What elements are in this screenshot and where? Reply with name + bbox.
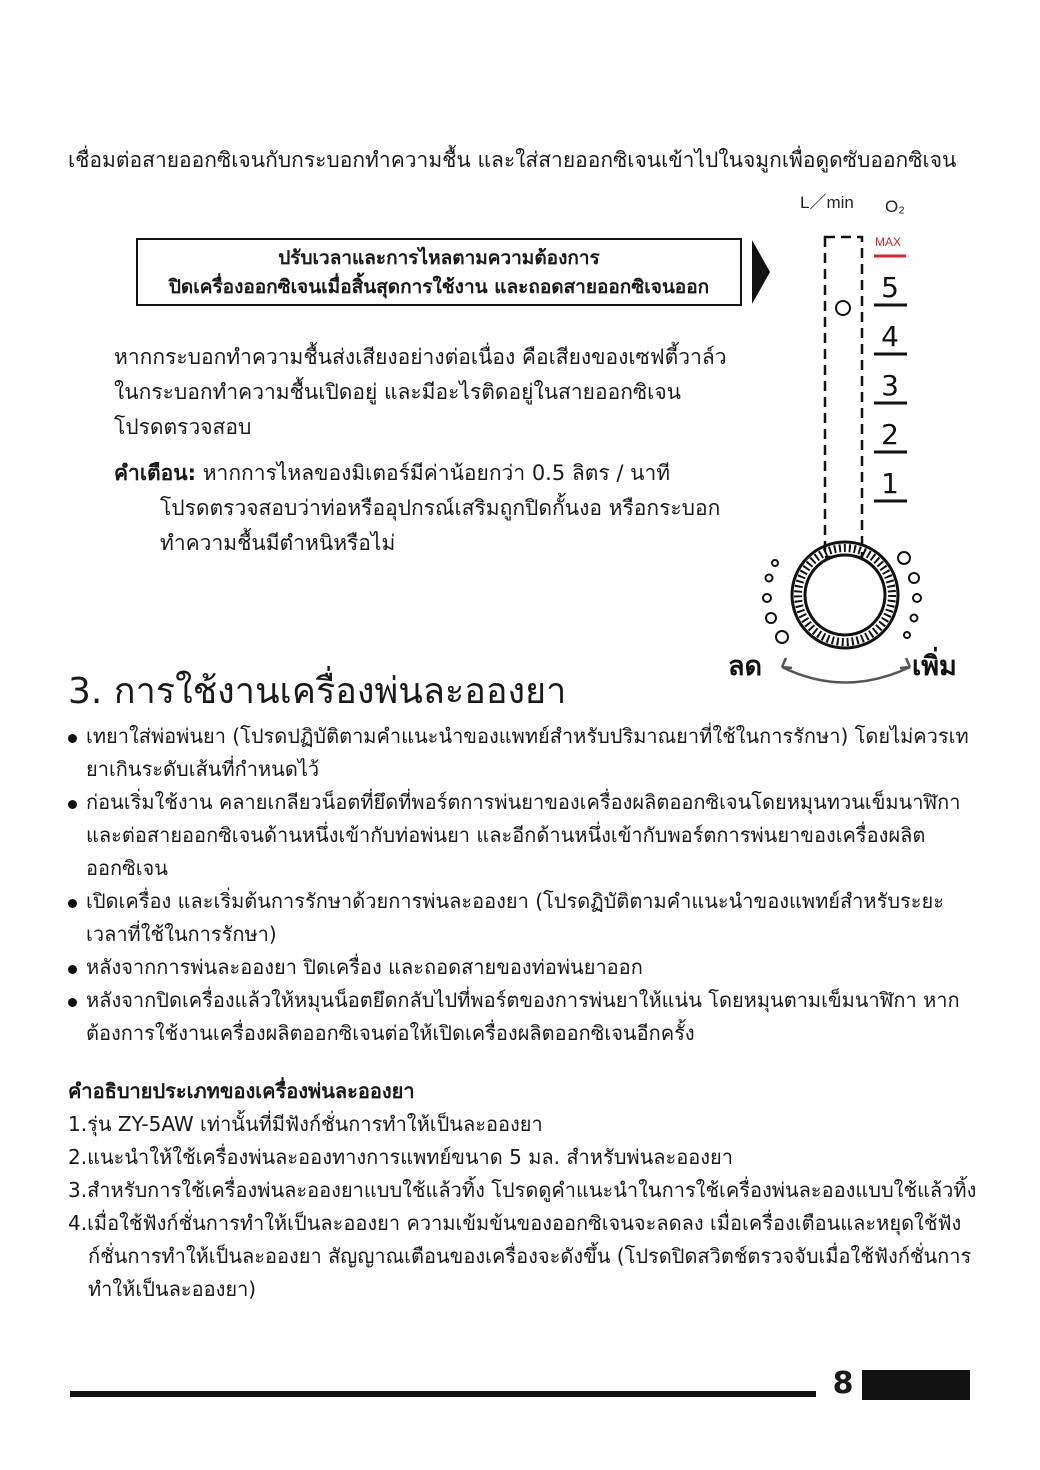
intro-text: เชื่อมต่อสายออกซิเจนกับกระบอกทำความชื้น และใส่สายออกซิเจนเข้าไปในจมูกเพื่อดูดซับออกซิเจน	[68, 148, 957, 172]
description-list	[68, 1108, 978, 1306]
list-item: 4.เมื่อใช้ฟังก์ชั่นการทำให้เป็นละอองยา ความเข้มข้นของออกซิเจนจะลดลง เมื่อเครื่องเตือนและหยุดใช้ฟังก์ชั่นการทำให้เป็นละอองยา สัญญาณเตือนของเครื่องจะดังขึ้น (โปรดปิดสวิตช์ตรวจจับเมื่อใช้ฟังก์ชั่นการทำให้เป็นละอองยา)	[68, 1211, 972, 1301]
scale-label-4: 4	[881, 320, 899, 353]
list-item: 3.สำหรับการใช้เครื่องพ่นละอองยาแบบใช้แล้วทิ้ง โปรดดูคำแนะนำในการใช้เครื่องพ่นละอองแบบใช้แล้วทิ้ง	[68, 1178, 977, 1202]
flow-tube	[825, 237, 862, 557]
warning-label: คำเตือน:	[114, 461, 197, 485]
warning-line-2: โปรดตรวจสอบว่าท่อหรืออุปกรณ์เสริมถูกปิดกั้นงอ หรือกระบอก	[160, 496, 721, 520]
step-box	[136, 238, 742, 306]
warning-note	[114, 456, 720, 561]
list-item: 2.แนะนำให้ใช้เครื่องพ่นละอองทางการแพทย์ขนาด 5 มล. สำหรับพ่นละอองยา	[68, 1145, 733, 1169]
footer-block	[862, 1370, 970, 1400]
usage-bullets	[68, 720, 978, 1050]
bullet-icon	[68, 899, 77, 908]
float-ball	[836, 301, 850, 315]
humidifier-note-line: ในกระบอกทำความชื้นเปิดอยู่ และมีอะไรติดอยู่ในสายออกซิเจน	[114, 380, 681, 404]
step-box-line-1: ปรับเวลาและการไหลตามความต้องการ	[278, 247, 600, 269]
max-label: MAX	[875, 235, 902, 249]
list-item: หลังจากปิดเครื่องแล้วให้หมุนน็อตยึดกลับไปที่พอร์ตของการพ่นยาให้แน่น โดยหมุนตามเข็มนาฬิกา หากต้องการใช้งานเครื่องผลิตออกซิเจนต่อให้เปิดเครื่องผลิตออกซิเจนอีกครั้ง	[68, 984, 978, 1050]
list-item: ก่อนเริ่มใช้งาน คลายเกลียวน็อตที่ยึดที่พอร์ตการพ่นยาของเครื่องผลิตออกซิเจนโดยหมุนทวนเข็มนาฬิกา และต่อสายออกซิเจนด้านหนึ่งเข้ากับท่อพ่นยา และอีกด้านหนึ่งเข้ากับพอร์ตการพ่นยาของเครื่องผลิตออกซิเจน	[68, 786, 978, 885]
arrow-left-head-icon	[782, 658, 792, 668]
unit-label: L／min	[800, 193, 854, 212]
decrease-label: ลด	[728, 651, 763, 682]
decrease-dots	[763, 560, 788, 643]
flow-scale	[874, 271, 907, 501]
list-item: 1.รุ่น ZY-5AW เท่านั้นที่มีฟังก์ชั่นการทำให้เป็นละอองยา	[68, 1112, 543, 1136]
increase-label: เพิ่ม	[912, 651, 957, 682]
scale-label-2: 2	[881, 418, 899, 451]
section-title: 3. การใช้งานเครื่องพ่นละอองยา	[68, 671, 567, 712]
footer-rule	[70, 1391, 816, 1397]
o2-label: O₂	[885, 197, 905, 216]
page-number: 8	[832, 1366, 854, 1401]
humidifier-note-line: หากกระบอกทำความชื้นส่งเสียงอย่างต่อเนื่อง คือเสียงของเซฟตี้วาล์ว	[114, 345, 727, 369]
bullet-icon	[68, 965, 77, 974]
increase-dots	[898, 552, 921, 638]
bullet-icon	[68, 800, 77, 809]
scale-label-5: 5	[881, 271, 899, 304]
flow-knob[interactable]	[792, 542, 898, 648]
list-item: หลังจากการพ่นละอองยา ปิดเครื่อง และถอดสายของท่อพ่นยาออก	[68, 951, 978, 984]
list-item: เทยาใส่พ่อพ่นยา (โปรดปฏิบัติตามคำแนะนำของแพทย์สำหรับปริมาณยาที่ใช้ในการรักษา) โดยไม่ควรเทยาเกินระดับเส้นที่กำหนดไว้	[68, 720, 978, 786]
rotation-arrow	[782, 667, 910, 683]
bullet-icon	[68, 734, 77, 743]
description-title: คำอธิบายประเภทของเครื่องพ่นละอองยา	[68, 1079, 415, 1103]
list-item: เปิดเครื่อง และเริ่มต้นการรักษาด้วยการพ่นละอองยา (โปรดฏิบัติตามคำแนะนำของแพทย์สำหรับระยะเวลาที่ใช้ในการรักษา)	[68, 885, 978, 951]
arrow-right-head-icon	[900, 658, 910, 668]
humidifier-note	[114, 340, 727, 445]
warning-line-3: ทำความชื้นมีตำหนิหรือไม่	[160, 531, 396, 555]
flowmeter-diagram	[720, 180, 980, 690]
step-box-line-2: ปิดเครื่องออกซิเจนเมื่อสิ้นสุดการใช้งาน และถอดสายออกซิเจนออก	[168, 276, 710, 298]
scale-label-1: 1	[881, 467, 899, 500]
warning-line-1: หากการไหลของมิเตอร์มีค่าน้อยกว่า 0.5 ลิตร / นาที	[196, 461, 671, 485]
bullet-icon	[68, 998, 77, 1007]
humidifier-note-line: โปรดตรวจสอบ	[114, 415, 252, 439]
scale-label-3: 3	[881, 369, 899, 402]
